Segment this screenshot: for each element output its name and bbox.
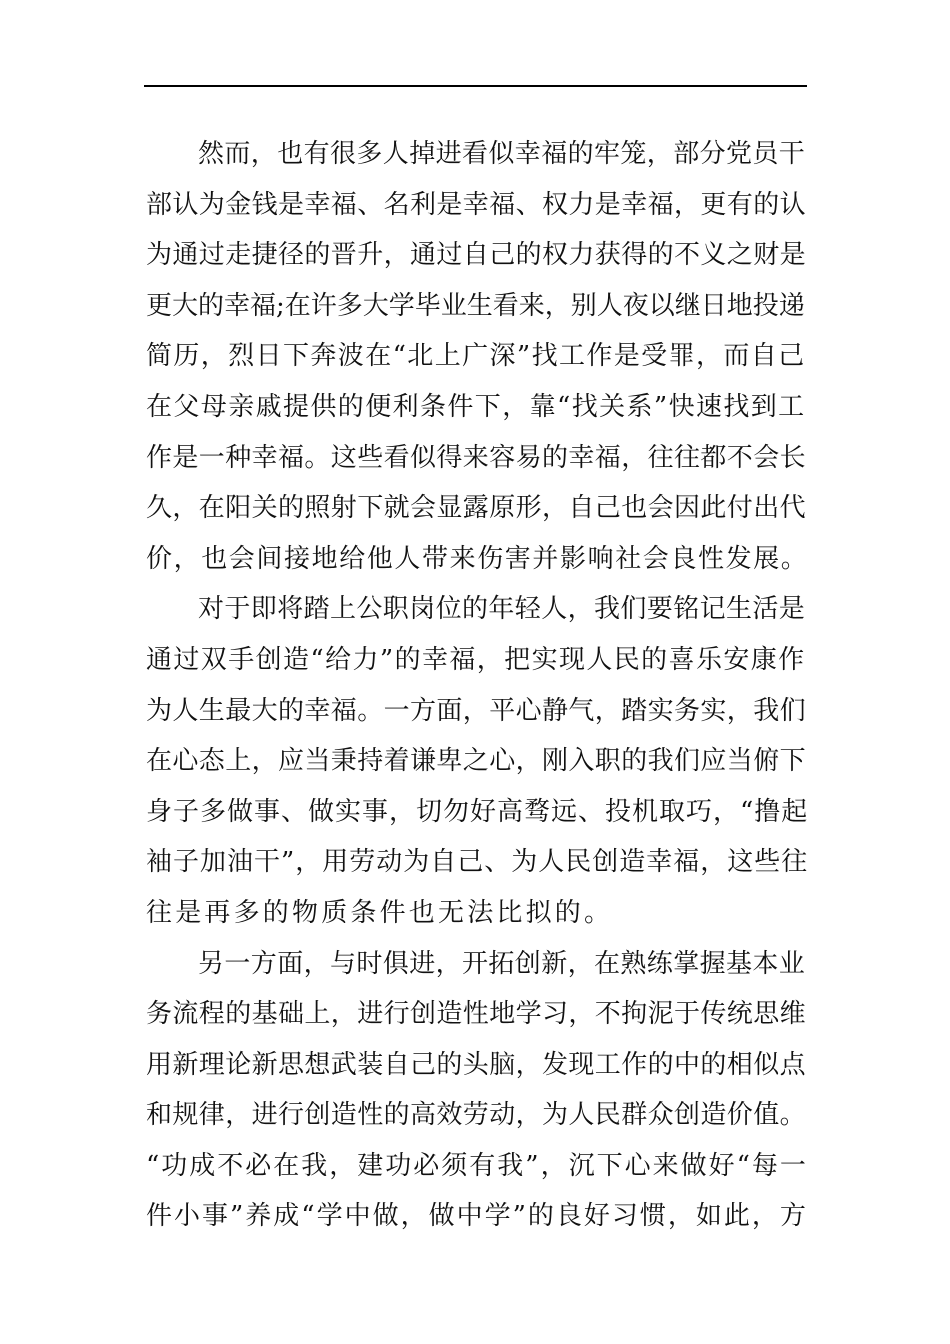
text-line: 价，也会间接地给他人带来伤害并影响社会良性发展。 <box>146 543 809 574</box>
text-line: 作是一种幸福。这些看似得来容易的幸福，往往都不会长 <box>146 442 807 473</box>
text-line: “功成不必在我，建功必须有我”，沉下心来做好“每一 <box>146 1150 808 1181</box>
paragraph-1 <box>146 129 808 584</box>
text-line: 为人生最大的幸福。一方面，平心静气，踏实务实，我们 <box>146 695 807 726</box>
text-line: 务流程的基础上，进行创造性地学习，不拘泥于传统思维 <box>146 999 807 1030</box>
text-line: 另一方面，与时俱进，开拓创新，在熟练掌握基本业 <box>198 948 806 979</box>
text-line: 部认为金钱是幸福、名利是幸福、权力是幸福，更有的认 <box>146 189 807 220</box>
text-line: 用新理论新思想武装自己的头脑，发现工作的中的相似点 <box>146 1049 807 1080</box>
paragraph-3 <box>146 939 808 1243</box>
text-line: 为通过走捷径的晋升，通过自己的权力获得的不义之财是 <box>146 240 807 271</box>
text-line: 简历，烈日下奔波在“北上广深”找工作是受罪，而自己 <box>146 341 806 372</box>
text-line: 久，在阳关的照射下就会显露原形，自己也会因此付出代 <box>146 493 807 524</box>
text-line: 更大的幸福;在许多大学毕业生看来，别人夜以继日地投递 <box>146 290 805 321</box>
text-line: 往是再多的物质条件也无法比拟的。 <box>146 897 614 928</box>
text-line: 对于即将踏上公职岗位的年轻人，我们要铭记生活是 <box>198 594 806 625</box>
text-line: 袖子加油干”，用劳动为自己、为人民创造幸福，这些往 <box>146 847 809 878</box>
text-line: 身子多做事、做实事，切勿好高骛远、投机取巧，“撸起 <box>146 796 809 827</box>
text-line: 然而，也有很多人掉进看似幸福的牢笼，部分党员干 <box>198 139 806 169</box>
text-line: 和规律，进行创造性的高效劳动，为人民群众创造价值。 <box>146 1100 807 1131</box>
text-line: 在心态上，应当秉持着谦卑之心，刚入职的我们应当俯下 <box>146 746 807 777</box>
header-rule <box>144 85 807 87</box>
text-line: 通过双手创造“给力”的幸福，把实现人民的喜乐安康作 <box>146 644 806 675</box>
body-text <box>146 129 808 1242</box>
paragraph-2 <box>146 584 808 938</box>
text-line: 在父母亲戚提供的便利条件下，靠“找关系”快速找到工 <box>146 391 806 422</box>
text-line: 件小事”养成“学中做，做中学”的良好习惯，如此，方 <box>146 1201 808 1232</box>
